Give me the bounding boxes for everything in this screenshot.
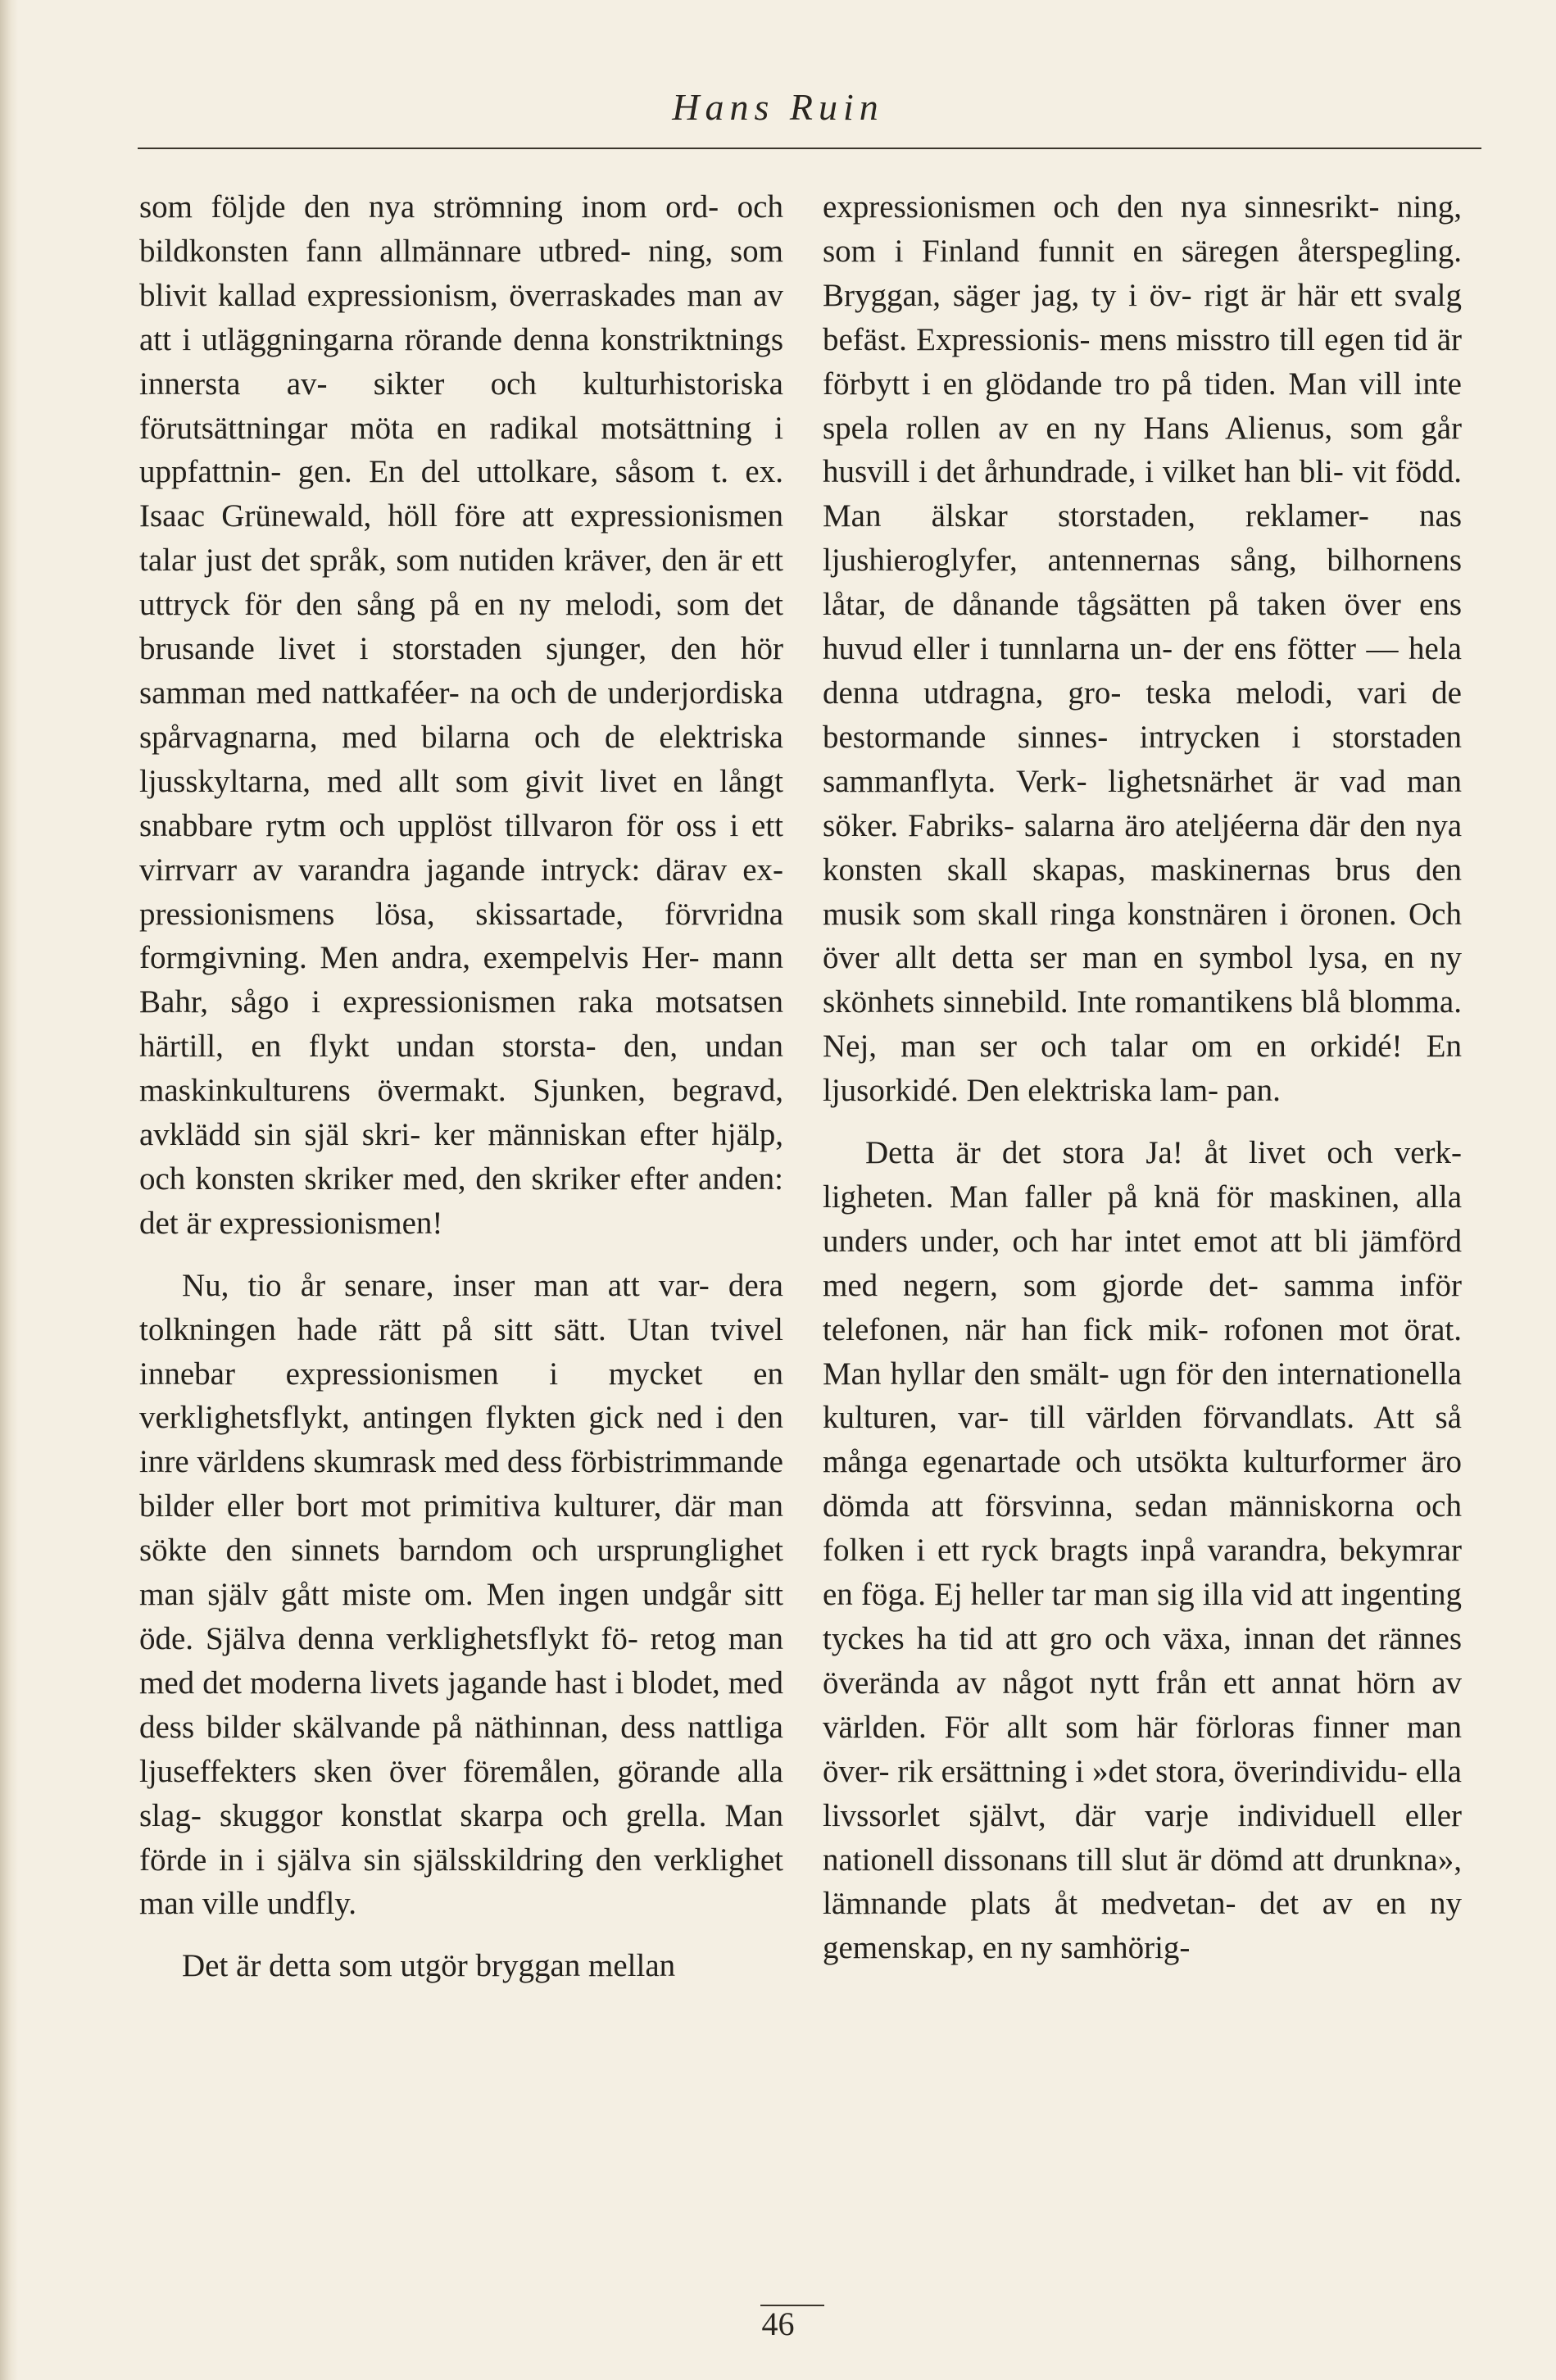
paragraph: som följde den nya strömning inom ord- och bildkonsten fann allmännare utbred- ning, som blivit kallad expressionism, överraskades man av att i utläggningarna rörande denna konstriktnings innersta av- sikter och kulturhistoriska förutsättningar möta en radikal motsättning i uppfattnin- gen. En del uttolkare, såsom t. ex. Isaac Grünewald, höll före att expressionismen talar just det språk, som nutiden kräver, den är ett uttryck för den sång på en ny melodi, som det brusande livet i storstaden sjunger, den hör samman med nattkaféer- na och de underjordiska spårvagnarna, med bilarna och de elektriska ljusskyltarna, med allt som givit livet en långt snabbare rytm och upplöst tillvaron för oss i ett virrvarr av varandra jagande intryck: därav ex- pressionismens lösa, skissartade, förvridna formgivning. Men andra, exempelvis Her- mann Bahr, sågo i expressionismen raka motsatsen härtill, en flykt undan storsta- den, undan maskinkulturens övermakt. Sjunken, begravd, avklädd sin själ skri- ker människan efter hjälp, och konsten skriker med, den skriker efter anden: det är expressionismen! <box>139 189 783 1241</box>
paragraph: expressionismen och den nya sinnesrikt- ning, som i Finland funnit en säregen återspegling. Bryggan, säger jag, ty i öv- rigt är här ett svalg befäst. Expressionis- mens misstro till egen tid är förbytt i en glödande tro på tiden. Man vill inte spela rollen av en ny Hans Alienus, som går husvill i det århundrade, i vilket han bli- vit född. Man älskar storstaden, reklamer- nas ljushieroglyfer, antennernas sång, bilhornens låtar, de dånande tågsätten på taken över ens huvud eller i tunnlarna un- der ens fötter — hela denna utdragna, gro- teska melodi, vari de bestormande sinnes- intrycken i storstaden sammanflyta. Verk- lighetsnärhet är vad man söker. Fabriks- salarna äro ateljéerna där den nya konsten skall skapas, maskinernas brus den musik som skall ringa konstnären i öronen. Och över allt detta ser man en symbol lysa, en ny skönhets sinnebild. Inte romantikens blå blomma. Nej, man ser och talar om en orkidé! En ljusorkidé. Den elektriska lam- pan. <box>823 189 1462 1109</box>
paragraph: Det är detta som utgör bryggan mellan <box>182 1948 676 1984</box>
left-column <box>139 185 783 1988</box>
header-rule <box>138 148 1481 149</box>
page-number: 46 <box>761 2305 795 2342</box>
paragraph: Nu, tio år senare, inser man att var- dera tolkningen hade rätt på sitt sätt. Utan tvivel innebar expressionismen i mycket en verklighetsflykt, antingen flykten gick ned i den inre världens skumrask med dess förbistrimmande bilder eller bort mot primitiva kulturer, där man sökte den sinnets barndom och ursprunglighet man själv gått miste om. Men ingen undgår sitt öde. Själva denna verklighetsflykt fö- retog man med det moderna livets jagande hast i blodet, med dess bilder skälvande på näthinnan, dess nattliga ljuseffekters sken över föremålen, görande alla slag- skuggor konstlat skarpa och grella. Man förde in i själva sin själsskildring den verklighet man ville undfly. <box>139 1267 783 1922</box>
page-edge-shadow <box>0 0 18 2380</box>
paragraph: Detta är det stora Ja! åt livet och verk- ligheten. Man faller på knä för maskinen, alla unders under, och har intet emot att bli jämförd med negern, som gjorde det- samma inför telefonen, när han fick mik- rofonen mot örat. Man hyllar den smält- ugn för den internationella kulturen, var- till världen förvandlats. Att så många egenartade och utsökta kulturformer äro dömda att försvinna, sedan människorna och folken i ett ryck bragts inpå varandra, bekymrar en föga. Ej heller tar man sig illa vid att ingenting tyckes ha tid att gro och växa, innan det rännes överända av något nytt från ett annat hörn av världen. För allt som här förloras finner man över- rik ersättning i »det stora, överindividu- ella livssorlet självt, där varje individuell eller nationell dissonans till slut är dömd att drunkna», lämnande plats åt medvetan- det av en ny gemenskap, en ny samhörig- <box>823 1135 1462 1966</box>
right-column <box>823 185 1462 1970</box>
running-head: Hans Ruin <box>672 86 884 128</box>
